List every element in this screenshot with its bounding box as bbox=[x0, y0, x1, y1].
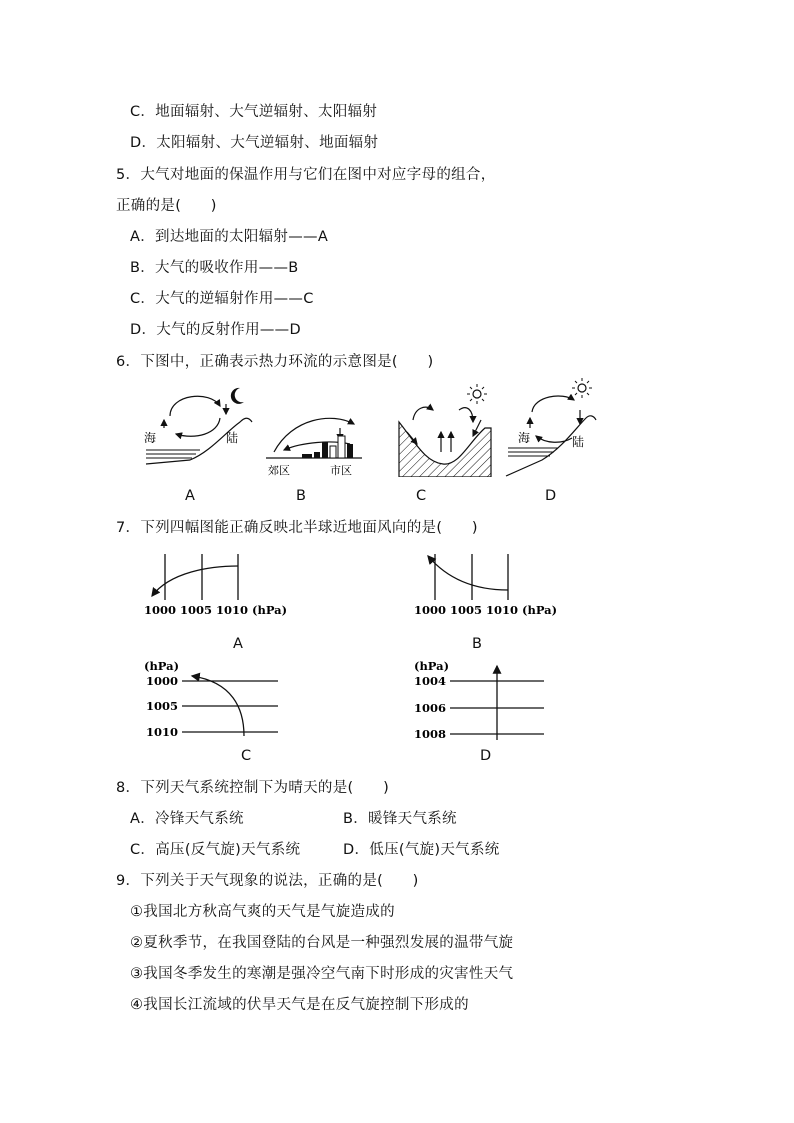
isobar-value: 1005 bbox=[146, 699, 179, 713]
q9-statement-4: ④我国长江流域的伏旱天气是在反气旋控制下形成的 bbox=[130, 997, 469, 1013]
q5-stem-line2: 正确的是( ) bbox=[116, 198, 217, 214]
q6-figure-b bbox=[262, 408, 372, 478]
q5-option-d: D．大气的反射作用——D bbox=[130, 322, 301, 338]
isobar-axis-label: 1000 1005 1010 (hPa) bbox=[414, 603, 558, 617]
q7-figure-c bbox=[140, 658, 290, 743]
unit-label: (hPa) bbox=[144, 659, 180, 673]
city-label: 市区 bbox=[330, 464, 352, 477]
land-label: 陆 bbox=[226, 431, 239, 445]
q7-figure-a bbox=[140, 550, 310, 625]
q6-caption-c: C bbox=[416, 488, 427, 504]
q7-caption-c: C bbox=[241, 748, 252, 764]
q6-figure-a bbox=[140, 382, 255, 477]
q9-statement-3: ③我国冬季发生的寒潮是强冷空气南下时形成的灾害性天气 bbox=[130, 966, 514, 982]
q6-stem: 6．下图中，正确表示热力环流的示意图是( ) bbox=[116, 354, 434, 370]
isobar-value: 1000 bbox=[146, 674, 179, 688]
q6-figure-c bbox=[395, 382, 495, 477]
q8-stem: 8．下列天气系统控制下为晴天的是( ) bbox=[116, 780, 390, 796]
isobar-value: 1006 bbox=[414, 701, 447, 715]
q8-option-c: C．高压(反气旋)天气系统 bbox=[130, 842, 301, 858]
isobar-value: 1008 bbox=[414, 727, 447, 741]
q6-caption-d: D bbox=[545, 488, 557, 504]
q9-stem: 9．下列关于天气现象的说法，正确的是( ) bbox=[116, 873, 419, 889]
q7-caption-b: B bbox=[472, 636, 483, 652]
q7-figure-b bbox=[410, 550, 580, 625]
q9-statement-2: ②夏秋季节，在我国登陆的台风是一种强烈发展的温带气旋 bbox=[130, 935, 514, 951]
q9-statement-1: ①我国北方秋高气爽的天气是气旋造成的 bbox=[130, 904, 395, 920]
q6-caption-b: B bbox=[296, 488, 307, 504]
q7-stem: 7．下列四幅图能正确反映北半球近地面风向的是( ) bbox=[116, 520, 478, 536]
moon-icon bbox=[231, 388, 244, 404]
unit-label: (hPa) bbox=[414, 659, 450, 673]
q4-option-d: D．太阳辐射、大气逆辐射、地面辐射 bbox=[130, 135, 379, 151]
q5-option-b: B．大气的吸收作用——B bbox=[130, 260, 299, 276]
q5-stem-line1: 5．大气对地面的保温作用与它们在图中对应字母的组合， bbox=[116, 167, 496, 183]
q6-figure-d bbox=[502, 378, 602, 478]
q5-option-c: C．大气的逆辐射作用——C bbox=[130, 291, 314, 307]
q7-figure-d bbox=[410, 658, 560, 743]
isobar-value: 1010 bbox=[146, 725, 179, 739]
sea-label: 海 bbox=[144, 431, 157, 445]
sun-icon bbox=[572, 378, 592, 398]
suburb-label: 郊区 bbox=[268, 464, 290, 477]
q8-option-d: D．低压(气旋)天气系统 bbox=[343, 842, 500, 858]
q8-option-a: A．冷锋天气系统 bbox=[130, 811, 244, 827]
q6-caption-a: A bbox=[185, 488, 196, 504]
land-label: 陆 bbox=[572, 435, 585, 449]
isobar-axis-label: 1000 1005 1010 (hPa) bbox=[144, 603, 288, 617]
isobar-value: 1004 bbox=[414, 674, 447, 688]
sun-icon bbox=[467, 384, 487, 404]
q5-option-a: A．到达地面的太阳辐射——A bbox=[130, 229, 329, 245]
q7-caption-d: D bbox=[480, 748, 492, 764]
q8-option-b: B．暖锋天气系统 bbox=[343, 811, 457, 827]
q7-caption-a: A bbox=[233, 636, 244, 652]
q4-option-c: C．地面辐射、大气逆辐射、太阳辐射 bbox=[130, 104, 378, 120]
sea-label: 海 bbox=[518, 431, 531, 445]
